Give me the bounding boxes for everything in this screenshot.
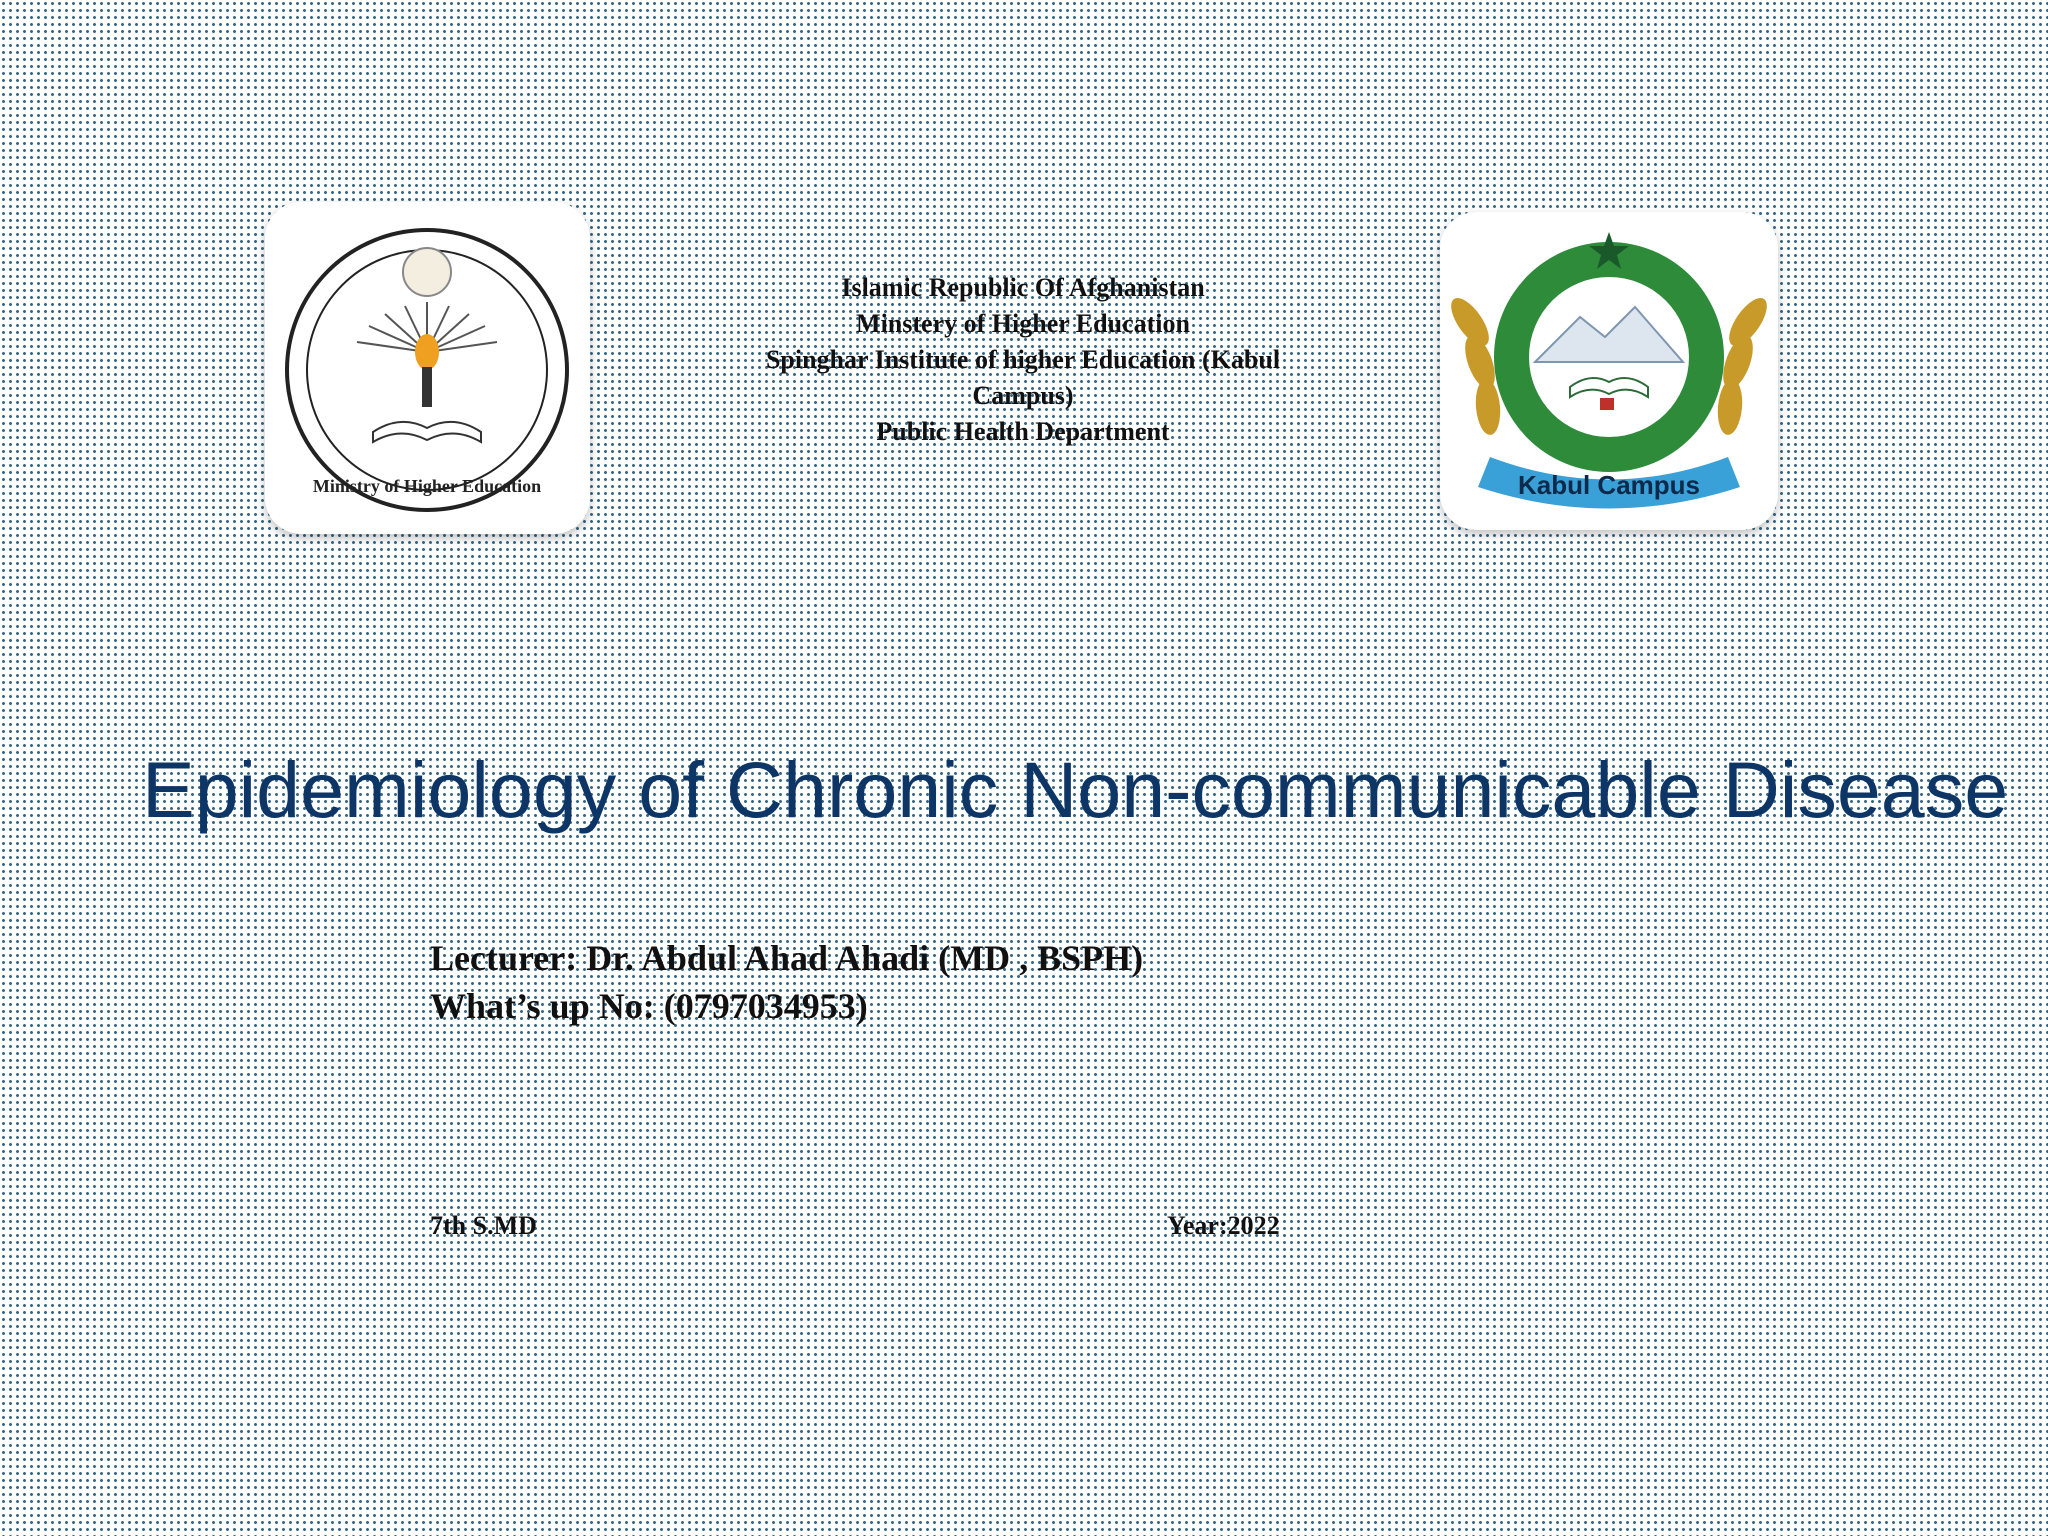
svg-text:Ministry of Higher Education: Ministry of Higher Education [312, 476, 542, 496]
header-line-department: Public Health Department [876, 417, 1170, 446]
ministry-logo [265, 202, 590, 534]
presentation-title: Epidemiology of Chronic Non-communicable Disease [142, 745, 2009, 834]
semester-label: 7th S.MD [430, 1211, 537, 1240]
lecturer-info [430, 934, 1143, 1030]
year-label: Year:2022 [1167, 1211, 1280, 1240]
spinghar-logo [1440, 212, 1778, 530]
ministry-seal-icon [265, 202, 590, 534]
institution-header [700, 270, 1346, 450]
spinghar-emblem-icon [1440, 212, 1778, 530]
header-line-country: Islamic Republic Of Afghanistan [841, 273, 1205, 302]
svg-text:Kabul Campus: Kabul Campus [1517, 470, 1701, 500]
header-line-institute: Spinghar Institute of higher Education (Kabul [765, 345, 1281, 374]
lecturer-phone: What’s up No: (0797034953) [430, 986, 868, 1026]
header-line-campus: Campus) [972, 381, 1074, 410]
header-line-ministry: Minstery of Higher Education [856, 309, 1190, 338]
lecturer-name: Lecturer: Dr. Abdul Ahad Ahadi (MD , BSPH) [430, 938, 1144, 978]
